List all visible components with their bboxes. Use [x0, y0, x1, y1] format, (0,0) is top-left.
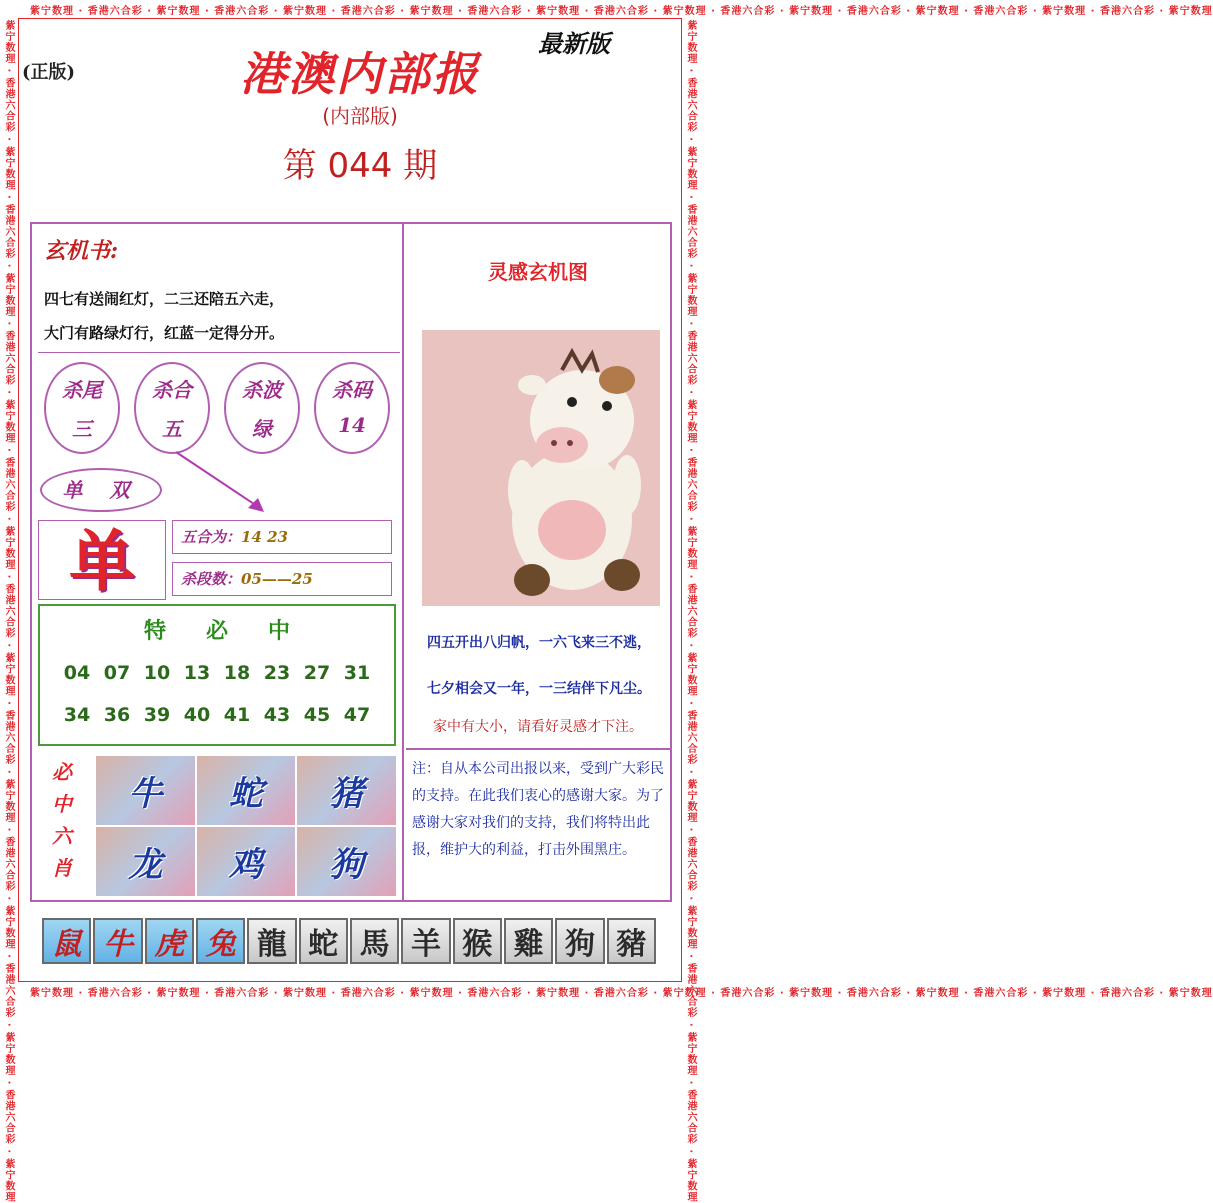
zodiac-cell: 蛇	[197, 756, 296, 825]
side-char: 六	[52, 824, 72, 848]
number: 41	[223, 704, 251, 726]
divider	[38, 352, 400, 353]
border-text-bottom: 紫宁数理 · 香港六合彩 · 紫宁数理 · 香港六合彩 · 紫宁数理 · 香港六合彩 · 紫宁数理 · 香港六合彩 · 紫宁数理 · 香港六合彩 · 紫宁数理 · 香港六合彩 · 紫宁数理 · 香港六合彩 · 紫宁数理 · 香港六合彩 · 紫宁数理 · 香港六合彩 · 紫宁数理	[30, 988, 1213, 999]
number-row	[40, 662, 394, 684]
number: 36	[103, 704, 131, 726]
number: 43	[263, 704, 291, 726]
image-title: 灵感玄机图	[488, 260, 588, 284]
mystic-line-1: 四七有送闹红灯，二三还陪五六走，	[44, 290, 285, 308]
plush-cow-icon	[422, 330, 660, 606]
number: 27	[303, 662, 331, 684]
right-column	[406, 224, 670, 900]
main-panel	[30, 222, 672, 902]
zodiac-tile: 龍	[247, 918, 296, 964]
pick-oval	[44, 362, 120, 454]
big-char: 单	[69, 522, 135, 600]
zodiac-tile: 狗	[555, 918, 604, 964]
number: 31	[343, 662, 371, 684]
zodiac-cell: 龙	[96, 827, 195, 896]
pick-value: 14	[338, 413, 366, 437]
pick-oval	[134, 362, 210, 454]
kill-range-box	[172, 562, 392, 596]
pick-label: 杀合	[152, 378, 192, 402]
issue-number: 第 044 期	[282, 146, 438, 186]
six-zodiac-grid	[96, 756, 396, 896]
number: 47	[343, 704, 371, 726]
number: 39	[143, 704, 171, 726]
zodiac-strip	[42, 918, 658, 964]
zodiac-tile: 虎	[145, 918, 194, 964]
pick-label: 杀波	[242, 378, 282, 402]
plush-cow-image	[422, 330, 660, 606]
number: 23	[263, 662, 291, 684]
border-text-left: 紫宁数理 · 香港六合彩 · 紫宁数理 · 香港六合彩 · 紫宁数理 · 香港六合彩 · 紫宁数理 · 香港六合彩 · 紫宁数理 · 香港六合彩 · 紫宁数理 · 香港六合彩 · 紫宁数理 · 香港六合彩 · 紫宁数理 · 香港六合彩 · 紫宁数理 · 香港六合彩 · 紫宁数理	[3, 20, 14, 1203]
divider	[406, 748, 670, 750]
side-char: 肖	[52, 856, 72, 880]
arrow-icon	[172, 448, 272, 518]
zodiac-tile: 豬	[607, 918, 656, 964]
pick-label: 杀尾	[62, 378, 102, 402]
mystic-title: 玄机书:	[44, 238, 119, 264]
zodiac-tile: 雞	[504, 918, 553, 964]
zodiac-tile: 羊	[401, 918, 450, 964]
side-char: 必	[52, 760, 72, 784]
number: 13	[183, 662, 211, 684]
border-text-top: 紫宁数理 · 香港六合彩 · 紫宁数理 · 香港六合彩 · 紫宁数理 · 香港六合彩 · 紫宁数理 · 香港六合彩 · 紫宁数理 · 香港六合彩 · 紫宁数理 · 香港六合彩 · 紫宁数理 · 香港六合彩 · 紫宁数理 · 香港六合彩 · 紫宁数理 · 香港六合彩 · 紫宁数理	[30, 6, 1213, 17]
odd-even-oval: 单 双	[40, 468, 162, 512]
left-column	[32, 224, 404, 900]
pick-value: 三	[72, 417, 92, 441]
kill-range-value: 05——25	[241, 570, 313, 588]
right-poem-line-1: 四五开出八归帆，一六飞来三不逃，	[427, 635, 651, 651]
zodiac-tile: 馬	[350, 918, 399, 964]
number: 34	[63, 704, 91, 726]
zodiac-cell: 狗	[297, 827, 396, 896]
five-combo-box	[172, 520, 392, 554]
zodiac-tile: 鼠	[42, 918, 91, 964]
kill-range-label: 杀段数：	[181, 570, 242, 588]
number: 18	[223, 662, 251, 684]
must-win-title: 特必中	[143, 618, 330, 644]
pick-oval	[314, 362, 390, 454]
zodiac-cell: 牛	[96, 756, 195, 825]
notice-text: 家中有大小，请看好灵感才下注。	[433, 719, 643, 735]
page-title: 港澳内部报	[240, 47, 480, 101]
side-char: 中	[52, 792, 72, 816]
number: 04	[63, 662, 91, 684]
five-combo-value: 14 23	[241, 528, 288, 546]
pick-value: 五	[162, 417, 182, 441]
pick-label: 杀码	[332, 378, 372, 402]
six-zodiac-label	[46, 756, 78, 896]
number: 10	[143, 662, 171, 684]
zodiac-tile: 兔	[196, 918, 245, 964]
page-subtitle: (内部版)	[322, 104, 398, 128]
zodiac-tile: 牛	[93, 918, 142, 964]
pick-oval	[224, 362, 300, 454]
number: 40	[183, 704, 211, 726]
statement-text: 注：自从本公司出报以来，受到广大彩民的支持。在此我们衷心的感谢大家。为了感谢大家对我们的支持，我们将特出此报，维护大的利益，打击外围黑庄。	[412, 761, 664, 858]
number: 07	[103, 662, 131, 684]
picks-row	[44, 362, 394, 458]
edition-label: (正版)	[22, 62, 76, 83]
zodiac-tile: 猴	[453, 918, 502, 964]
border-text-right: 紫宁数理 · 香港六合彩 · 紫宁数理 · 香港六合彩 · 紫宁数理 · 香港六合彩 · 紫宁数理 · 香港六合彩 · 紫宁数理 · 香港六合彩 · 紫宁数理 · 香港六合彩 · 紫宁数理 · 香港六合彩 · 紫宁数理 · 香港六合彩 · 紫宁数理 · 香港六合彩 · 紫宁数理	[685, 20, 696, 1203]
zodiac-cell: 猪	[297, 756, 396, 825]
five-combo-label: 五合为：	[181, 528, 242, 546]
number: 45	[303, 704, 331, 726]
mystic-line-2: 大门有路绿灯行，红蓝一定得分开。	[44, 324, 285, 342]
right-poem-line-2: 七夕相会又一年，一三结伴下凡尘。	[427, 681, 651, 697]
zodiac-cell: 鸡	[197, 827, 296, 896]
must-win-box	[38, 604, 396, 746]
pick-value: 绿	[252, 417, 272, 441]
newest-label: 最新版	[538, 29, 610, 58]
big-char-box	[38, 520, 166, 600]
number-row	[40, 704, 394, 726]
zodiac-tile: 蛇	[299, 918, 348, 964]
